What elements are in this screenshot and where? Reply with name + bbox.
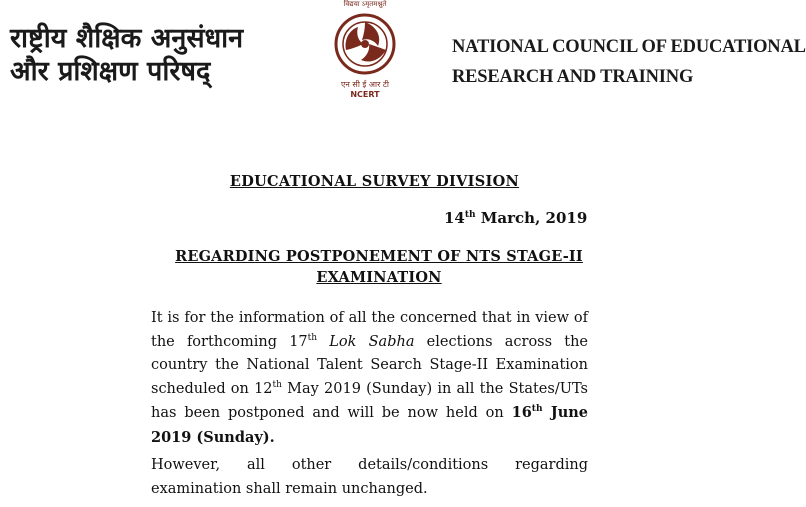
english-name-line-2: RESEARCH AND TRAINING <box>452 67 694 87</box>
p1-bold-sup: th <box>531 404 543 415</box>
p1-bold-rest: June 2019 (Sunday). <box>151 404 589 446</box>
date-rest: March, 2019 <box>475 209 588 227</box>
notice-paragraph-1 <box>151 307 588 451</box>
p1-italic: Lok Sabha <box>329 333 415 350</box>
date-day: 14 <box>444 209 465 227</box>
hindi-org-name <box>10 22 243 88</box>
logo-motto: विद्यया ऽमृतमश्नुते <box>343 0 387 8</box>
hindi-name-line-1: राष्ट्रीय शैक्षिक अनुसंधान <box>10 23 244 54</box>
p1-sup-1: th <box>307 332 318 343</box>
notice-paragraph-2: However, all other details/conditions regarding examination shall remain unchanged. <box>151 457 588 497</box>
subject-line-1: REGARDING POSTPONEMENT OF NTS STAGE-II <box>175 248 583 265</box>
date-suffix: th <box>464 210 476 220</box>
division-title: EDUCATIONAL SURVEY DIVISION <box>229 173 520 190</box>
hindi-name-line-2: और प्रशिक्षण परिषद् <box>10 56 211 87</box>
subject-line-2: EXAMINATION <box>316 269 442 286</box>
subject-heading <box>150 246 608 288</box>
division-heading <box>0 171 749 190</box>
logo-english-label: NCERT <box>350 90 380 99</box>
ncert-emblem-icon <box>334 10 396 78</box>
p1-sup-2: th <box>272 379 282 390</box>
english-name-line-1: NATIONAL COUNCIL OF EDUCATIONAL <box>452 37 806 57</box>
p1-bold-day: 16 <box>511 404 532 422</box>
p1-text-b: elections across the country the National Talent Search Stage-II Examination scheduled on 12 <box>151 333 589 397</box>
p1-text-c: May 2019 (Sunday) in all the States/UTs has been postponed and will be now held on <box>151 380 588 422</box>
english-org-name <box>452 32 806 92</box>
ncert-logo <box>328 0 402 100</box>
logo-hindi-label: एन सी ई आर टी <box>341 80 389 89</box>
notice-date <box>444 209 587 227</box>
p1-text-a: It is for the information of all the concerned that in view of the forthcoming 17 <box>151 310 588 350</box>
